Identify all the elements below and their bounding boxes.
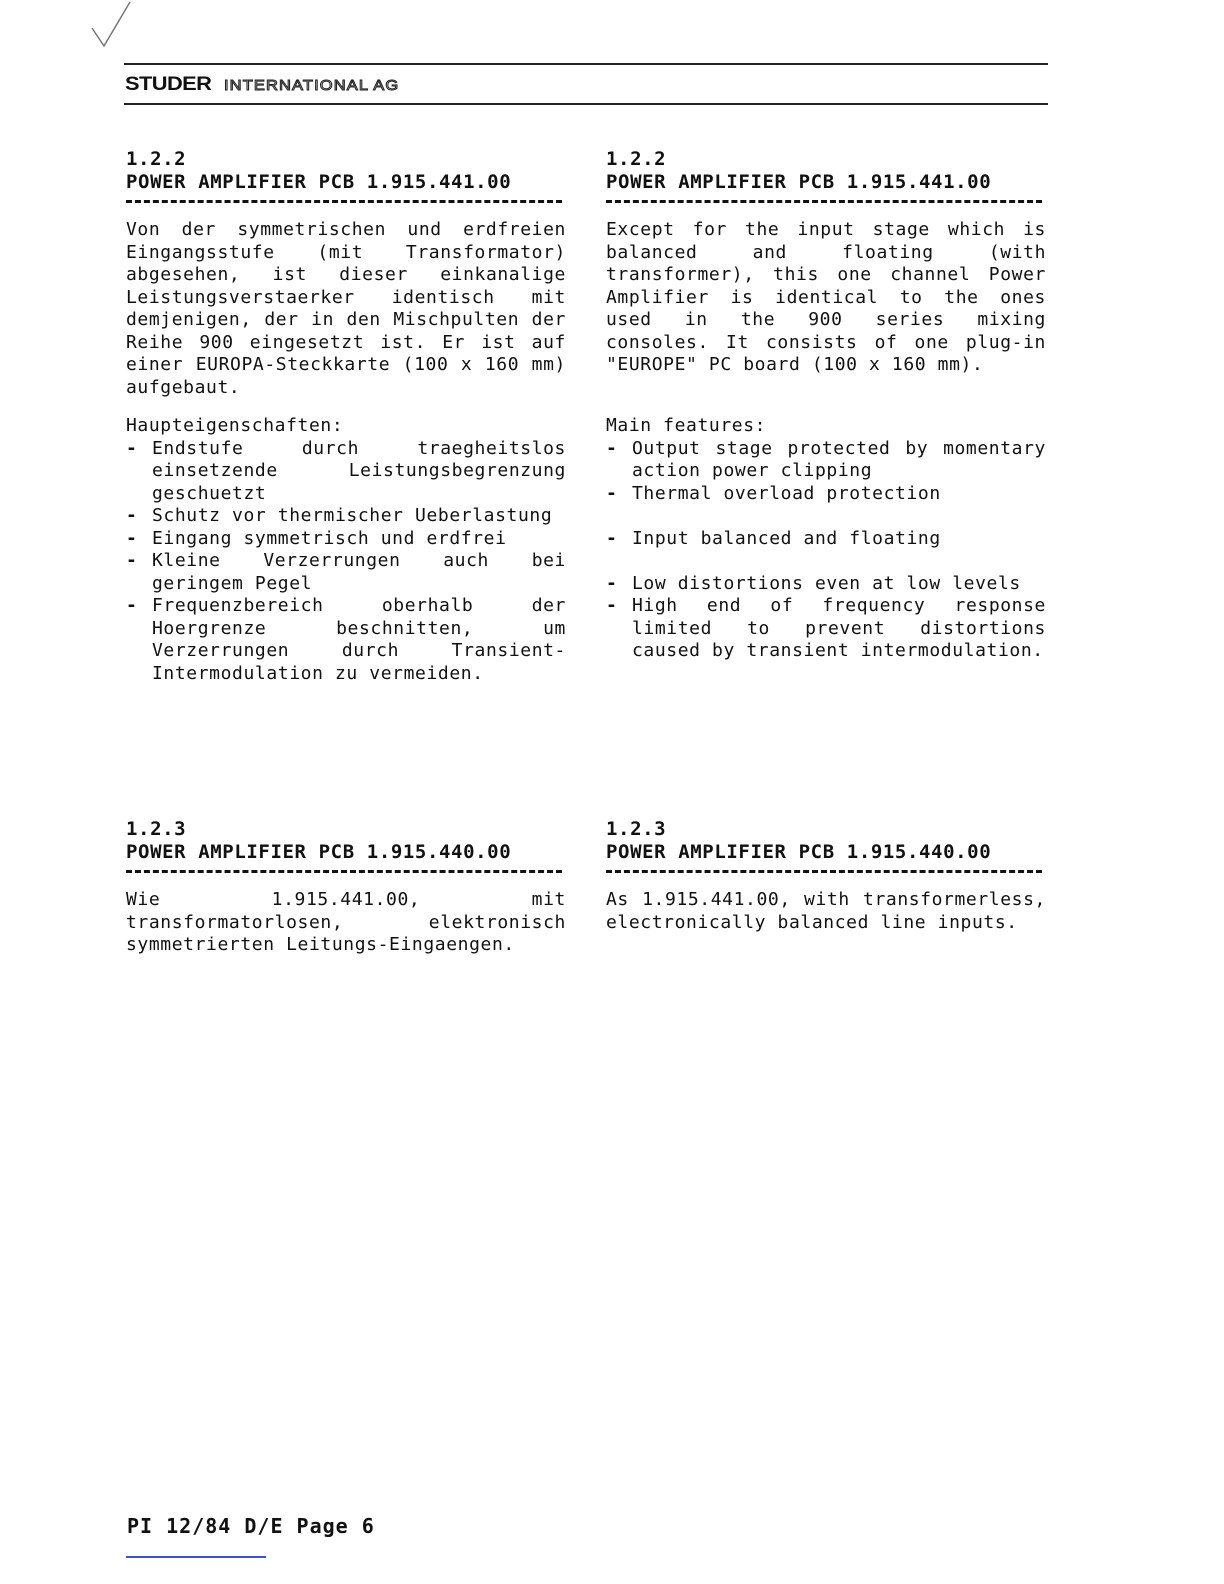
feature-item: - Eingang symmetrisch und erdfrei <box>126 528 566 551</box>
section-body: Von der symmetrischen und erdfreien Eingangsstufe (mit Transformator) abgesehen, ist dieser einkanalige Leistungsverstaerker identisch mit demjenigen, der in den Mischpulten der Reihe 900 eingesetzt ist. Er ist auf einer EUROPA-Steckkarte (100 x 160 mm) aufgebaut. <box>126 219 566 398</box>
checkmark-icon <box>88 0 148 52</box>
section-122-german <box>126 148 566 685</box>
feature-item: - Schutz vor thermischer Ueberlastung <box>126 505 566 528</box>
features-heading: Main features: <box>606 415 767 436</box>
section-body: Wie 1.915.441.00, mit transformatorlosen, elektronisch symmetrierten Leitungs-Eingaengen. <box>126 889 566 955</box>
features-list <box>126 438 566 686</box>
company-header <box>125 73 400 97</box>
section-number: 1.2.2 <box>606 148 667 170</box>
section-title: POWER AMPLIFIER PCB 1.915.440.00 <box>126 841 512 863</box>
page-footer: PI 12/84 D/E Page 6 <box>127 1514 375 1538</box>
feature-item: - Endstufe durch traegheitslos einsetzende Leistungsbegrenzung geschuetzt <box>126 438 566 506</box>
section-123-german <box>126 818 566 957</box>
section-number: 1.2.3 <box>606 818 667 840</box>
section-title: POWER AMPLIFIER PCB 1.915.441.00 <box>606 171 992 193</box>
title-underline <box>606 200 1042 203</box>
title-underline <box>126 200 562 203</box>
feature-item: - Input balanced and floating <box>606 528 1046 551</box>
section-title: POWER AMPLIFIER PCB 1.915.440.00 <box>606 841 992 863</box>
section-number: 1.2.3 <box>126 818 187 840</box>
feature-item: - Thermal overload protection <box>606 483 1046 506</box>
feature-item: - Low distortions even at low levels <box>606 573 1046 596</box>
footer-rule <box>126 1556 266 1558</box>
title-underline <box>606 870 1042 873</box>
header-rule-top <box>124 63 1048 65</box>
company-brand: STUDER <box>125 74 212 95</box>
title-underline <box>126 870 562 873</box>
feature-item: - Output stage protected by momentary action power clipping <box>606 438 1046 483</box>
header-rule-bottom <box>124 103 1048 105</box>
section-122-english <box>606 148 1046 663</box>
section-body: Except for the input stage which is balanced and floating (with transformer), this one channel Power Amplifier is identical to the ones used in the 900 series mixing consoles. It consists of one plug-in "EUROPE" PC board (100 x 160 mm). <box>606 219 1046 375</box>
section-body: As 1.915.441.00, with transformerless, electronically balanced line inputs. <box>606 889 1046 933</box>
company-name-rest: INTERNATIONAL AG <box>223 77 400 94</box>
feature-item: - Frequenzbereich oberhalb der Hoergrenze beschnitten, um Verzerrungen durch Transient-Intermodulation zu vermeiden. <box>126 595 566 685</box>
feature-item: - Kleine Verzerrungen auch bei geringem Pegel <box>126 550 566 595</box>
features-heading: Haupteigenschaften: <box>126 415 344 436</box>
feature-item: - High end of frequency response limited to prevent distortions caused by transient intermodulation. <box>606 595 1046 663</box>
section-number: 1.2.2 <box>126 148 187 170</box>
features-list <box>606 438 1046 663</box>
section-title: POWER AMPLIFIER PCB 1.915.441.00 <box>126 171 512 193</box>
section-123-english <box>606 818 1046 934</box>
